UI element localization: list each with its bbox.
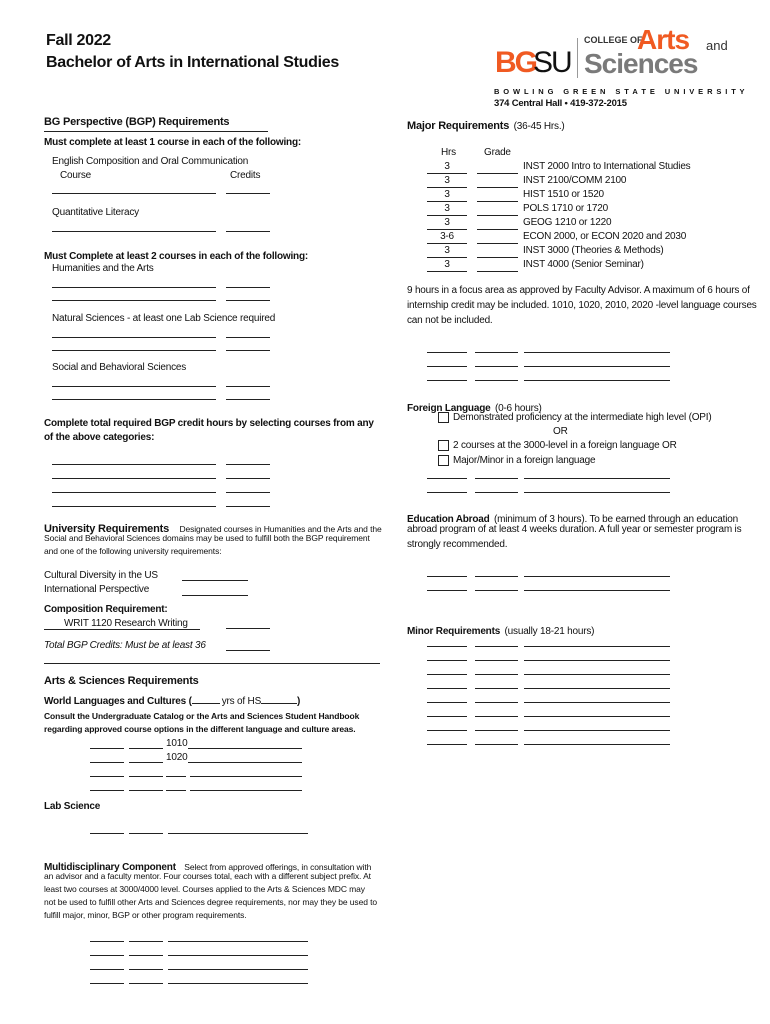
focus-blank[interactable] xyxy=(475,380,518,381)
focus-blank[interactable] xyxy=(427,366,467,367)
lab-blank[interactable] xyxy=(129,833,163,834)
wl-blank[interactable] xyxy=(188,748,302,749)
consult-1: Consult the Undergraduate Catalog or the Arts and Sciences Student Handbook xyxy=(44,711,360,721)
mdc-blank[interactable] xyxy=(168,941,308,942)
major-grade-blank[interactable] xyxy=(477,173,518,174)
wl-hs-blank[interactable] xyxy=(261,703,297,704)
mdc-5: fulfill major, minor, BGP or other program requirements. xyxy=(44,910,247,920)
university-name: B O W L I N G G R E E N S T A T E U N I V E R S I T Y xyxy=(494,87,746,96)
credit-blank[interactable] xyxy=(226,386,270,387)
minor-blank[interactable] xyxy=(475,660,518,661)
mdc-blank[interactable] xyxy=(168,969,308,970)
wl-years-blank[interactable] xyxy=(192,703,220,704)
mdc-blank[interactable] xyxy=(90,955,124,956)
major-row-course: GEOG 1210 or 1220 xyxy=(523,217,612,228)
wl-blank[interactable] xyxy=(166,776,186,777)
major-grade-blank[interactable] xyxy=(477,201,518,202)
course-blank[interactable] xyxy=(52,300,216,301)
mdc-blank[interactable] xyxy=(90,941,124,942)
term-title: Fall 2022 xyxy=(46,32,111,49)
minor-blank[interactable] xyxy=(427,716,467,717)
major-grade-blank[interactable] xyxy=(477,229,518,230)
minor-blank[interactable] xyxy=(427,660,467,661)
major-row-hrs: 3 xyxy=(444,161,450,172)
minor-blank[interactable] xyxy=(524,660,670,661)
fl-blank[interactable] xyxy=(524,478,670,479)
fl-3000-checkbox[interactable] xyxy=(438,440,449,451)
wl-close: ) xyxy=(297,696,301,707)
bgp-must1: Must complete at least 1 course in each of the following: xyxy=(44,137,301,148)
wl-heading: World Languages and Cultures ( xyxy=(44,696,192,707)
wl-1010: 1010 xyxy=(166,738,188,749)
ea-blank[interactable] xyxy=(427,590,467,591)
as-heading: Arts & Sciences Requirements xyxy=(44,675,199,687)
credit-blank[interactable] xyxy=(226,231,270,232)
major-row-hrs: 3 xyxy=(444,259,450,270)
fl-blank[interactable] xyxy=(524,492,670,493)
cultural-blank[interactable] xyxy=(182,580,248,581)
mdc-blank[interactable] xyxy=(129,969,163,970)
minor-blank[interactable] xyxy=(427,744,467,745)
credit-blank[interactable] xyxy=(226,478,270,479)
section-divider xyxy=(44,663,380,664)
ea-2: abroad program of at least 4 weeks duration. A full year or semester program is xyxy=(407,524,742,535)
minor-blank[interactable] xyxy=(475,646,518,647)
mdc-blank[interactable] xyxy=(168,955,308,956)
mdc-blank[interactable] xyxy=(90,969,124,970)
minor-heading: Minor Requirements xyxy=(407,626,501,637)
minor-heading-line xyxy=(407,621,594,639)
course-blank[interactable] xyxy=(52,399,216,400)
fl-blank[interactable] xyxy=(475,492,518,493)
focus-blank[interactable] xyxy=(475,352,518,353)
minor-blank[interactable] xyxy=(427,688,467,689)
bgp-humanities-label: Humanities and the Arts xyxy=(52,263,154,274)
course-blank[interactable] xyxy=(52,350,216,351)
univ-desc-2: Social and Behavioral Sciences domains may be used to fulfill both the BGP requirement xyxy=(44,533,370,543)
major-hours: (36-45 Hrs.) xyxy=(513,121,565,132)
lab-heading: Lab Science xyxy=(44,801,101,812)
mdc-heading: Multidisciplinary Component xyxy=(44,862,176,873)
fl-heading: Foreign Language xyxy=(407,403,491,414)
bgp-credits-label: Credits xyxy=(230,170,261,181)
course-blank[interactable] xyxy=(52,231,216,232)
bgp-english-label: English Composition and Oral Communication xyxy=(52,156,249,167)
minor-blank[interactable] xyxy=(475,702,518,703)
major-heading-line xyxy=(407,116,565,134)
major-row-hrs: 3 xyxy=(444,217,450,228)
minor-blank[interactable] xyxy=(524,688,670,689)
major-grade-blank[interactable] xyxy=(477,243,518,244)
mdc-blank[interactable] xyxy=(129,983,163,984)
minor-blank[interactable] xyxy=(475,688,518,689)
wl-blank[interactable] xyxy=(166,790,186,791)
credit-blank[interactable] xyxy=(226,287,270,288)
bgp-course-label: Course xyxy=(60,170,92,181)
credit-blank[interactable] xyxy=(226,399,270,400)
mdc-blank[interactable] xyxy=(129,955,163,956)
major-row-course: POLS 1710 or 1720 xyxy=(523,203,608,214)
address: 374 Central Hall • 419-372-2015 xyxy=(494,98,627,109)
fl-blank[interactable] xyxy=(427,478,467,479)
mdc-1: Select from approved offerings, in consultation with xyxy=(184,862,372,872)
wl-1020: 1020 xyxy=(166,752,188,763)
minor-hours: (usually 18-21 hours) xyxy=(504,626,595,637)
univ-desc-1: Designated courses in Humanities and the Arts and the xyxy=(179,524,382,534)
univ-desc-3: and one of the following university requirements: xyxy=(44,546,222,556)
logo-college-of: COLLEGE OF xyxy=(584,35,643,45)
bgp-social-label: Social and Behavioral Sciences xyxy=(52,362,187,373)
major-row-course: HIST 1510 or 1520 xyxy=(523,189,604,200)
course-blank[interactable] xyxy=(52,464,216,465)
major-hrs-blank[interactable] xyxy=(427,271,467,272)
fl-opt2: 2 courses at the 3000-level in a foreign language OR xyxy=(453,440,677,451)
minor-blank[interactable] xyxy=(427,702,467,703)
focus-blank[interactable] xyxy=(524,352,670,353)
intl-blank[interactable] xyxy=(182,595,248,596)
univ-heading: University Requirements xyxy=(44,523,169,535)
major-grade-blank[interactable] xyxy=(477,257,518,258)
wl-blank[interactable] xyxy=(129,790,163,791)
wl-blank[interactable] xyxy=(129,748,163,749)
wl-blank[interactable] xyxy=(188,762,302,763)
minor-blank[interactable] xyxy=(475,744,518,745)
minor-blank[interactable] xyxy=(427,674,467,675)
bgp-must2: Must Complete at least 2 courses in each of the following: xyxy=(44,251,309,262)
credit-blank[interactable] xyxy=(226,492,270,493)
ea-blank[interactable] xyxy=(475,590,518,591)
major-hrs-blank[interactable] xyxy=(427,229,467,230)
logo-bg: BG xyxy=(495,46,536,79)
logo-su: SU xyxy=(533,46,571,79)
wl-blank[interactable] xyxy=(190,790,302,791)
consult-2: regarding approved course options in the different language and culture areas. xyxy=(44,724,356,734)
minor-blank[interactable] xyxy=(524,702,670,703)
logo-arts: Arts xyxy=(637,24,690,55)
major-hrs-blank[interactable] xyxy=(427,187,467,188)
fl-major-checkbox[interactable] xyxy=(438,455,449,466)
bgp-total-blank[interactable] xyxy=(226,650,270,651)
bgp-total-label: Total BGP Credits: Must be at least 36 xyxy=(44,640,206,651)
col-hrs: Hrs xyxy=(441,147,456,158)
ea-heading: Education Abroad xyxy=(407,514,490,525)
wl-yrs-label: yrs of HS xyxy=(221,696,262,707)
lab-blank[interactable] xyxy=(168,833,308,834)
minor-blank[interactable] xyxy=(427,646,467,647)
logo-divider xyxy=(577,38,578,78)
major-grade-blank[interactable] xyxy=(477,187,518,188)
course-blank[interactable] xyxy=(52,193,216,194)
focus-blank[interactable] xyxy=(427,352,467,353)
ea-blank[interactable] xyxy=(475,576,518,577)
credit-blank[interactable] xyxy=(226,193,270,194)
course-blank[interactable] xyxy=(52,386,216,387)
major-row-hrs: 3 xyxy=(444,189,450,200)
program-title: Bachelor of Arts in International Studies xyxy=(46,54,339,71)
fl-opt1: Demonstrated proficiency at the intermediate high level (OPI) xyxy=(453,412,712,423)
course-blank[interactable] xyxy=(52,478,216,479)
major-row-hrs: 3 xyxy=(444,203,450,214)
focus-blank[interactable] xyxy=(475,366,518,367)
focus-1: 9 hours in a focus area as approved by Faculty Advisor. A maximum of 6 hours of xyxy=(407,285,750,296)
major-hrs-blank[interactable] xyxy=(427,257,467,258)
major-grade-blank[interactable] xyxy=(477,271,518,272)
focus-blank[interactable] xyxy=(524,380,670,381)
mdc-4: not be used to fulfill other Arts and Sciences degree requirements, nor may they be used to xyxy=(44,897,377,907)
minor-blank[interactable] xyxy=(524,716,670,717)
cultural-label: Cultural Diversity in the US xyxy=(44,570,158,581)
bgp-heading: BG Perspective (BGP) Requirements xyxy=(44,116,230,128)
credit-blank[interactable] xyxy=(226,350,270,351)
major-row-course: INST 2000 Intro to International Studies xyxy=(523,161,691,172)
bgp-underline xyxy=(44,131,268,132)
logo-sciences: Sciences xyxy=(584,48,698,79)
bgp-total-text: Complete total required BGP credit hours by selecting courses from any xyxy=(44,418,374,429)
wl-blank[interactable] xyxy=(129,762,163,763)
comp-heading: Composition Requirement: xyxy=(44,604,168,615)
ea-blank[interactable] xyxy=(427,576,467,577)
minor-blank[interactable] xyxy=(427,730,467,731)
fl-opt3: Major/Minor in a foreign language xyxy=(453,455,596,466)
wl-blank[interactable] xyxy=(190,776,302,777)
mdc-3: least two courses at 3000/4000 level. Courses applied to the Arts & Sciences MDC may xyxy=(44,884,365,894)
writ-underline xyxy=(44,629,200,630)
major-hrs-blank[interactable] xyxy=(427,215,467,216)
credit-blank[interactable] xyxy=(226,464,270,465)
minor-blank[interactable] xyxy=(524,646,670,647)
bgsu-logo xyxy=(495,24,735,108)
course-blank[interactable] xyxy=(52,287,216,288)
focus-blank[interactable] xyxy=(427,380,467,381)
writ-label: WRIT 1120 Research Writing xyxy=(64,618,188,629)
major-row-course: INST 3000 (Theories & Methods) xyxy=(523,245,664,256)
wl-blank[interactable] xyxy=(90,776,124,777)
mdc-2: an advisor and a faculty mentor. Four courses total, each with a different subject prefix. At xyxy=(44,871,371,881)
logo-and: and xyxy=(706,38,728,53)
major-heading: Major Requirements xyxy=(407,120,510,132)
writ-credit-blank[interactable] xyxy=(226,628,270,629)
fl-blank[interactable] xyxy=(427,492,467,493)
credit-blank[interactable] xyxy=(226,337,270,338)
fl-or: OR xyxy=(553,426,568,437)
minor-blank[interactable] xyxy=(475,730,518,731)
intl-label: International Perspective xyxy=(44,584,150,595)
mdc-blank[interactable] xyxy=(168,983,308,984)
major-row-hrs: 3-6 xyxy=(440,231,454,242)
major-row-course: ECON 2000, or ECON 2020 and 2030 xyxy=(523,231,687,242)
focus-blank[interactable] xyxy=(524,366,670,367)
minor-blank[interactable] xyxy=(524,744,670,745)
course-blank[interactable] xyxy=(52,337,216,338)
wl-blank[interactable] xyxy=(129,776,163,777)
wl-blank[interactable] xyxy=(90,748,124,749)
minor-blank[interactable] xyxy=(524,674,670,675)
mdc-blank[interactable] xyxy=(129,941,163,942)
major-hrs-blank[interactable] xyxy=(427,173,467,174)
focus-2: internship credit may be included. 1010, 1020, 2010, 2020 -level language courses xyxy=(407,300,757,311)
ea-blank[interactable] xyxy=(524,590,670,591)
minor-blank[interactable] xyxy=(475,674,518,675)
ea-3: strongly recommended. xyxy=(407,539,508,550)
minor-blank[interactable] xyxy=(524,730,670,731)
mdc-blank[interactable] xyxy=(90,983,124,984)
wl-blank[interactable] xyxy=(90,762,124,763)
ea-1: (minimum of 3 hours). To be earned through an education xyxy=(494,514,738,525)
major-row-hrs: 3 xyxy=(444,245,450,256)
major-row-course: INST 4000 (Senior Seminar) xyxy=(523,259,644,270)
wl-blank[interactable] xyxy=(90,790,124,791)
lab-blank[interactable] xyxy=(90,833,124,834)
col-grade: Grade xyxy=(484,147,511,158)
major-row-hrs: 3 xyxy=(444,175,450,186)
major-hrs-blank[interactable] xyxy=(427,243,467,244)
fl-hours: (0-6 hours) xyxy=(494,403,542,414)
ea-blank[interactable] xyxy=(524,576,670,577)
fl-blank[interactable] xyxy=(475,478,518,479)
major-row-course: INST 2100/COMM 2100 xyxy=(523,175,627,186)
credit-blank[interactable] xyxy=(226,300,270,301)
wl-line xyxy=(44,696,300,707)
major-grade-blank[interactable] xyxy=(477,215,518,216)
focus-3: can not be included. xyxy=(407,315,493,326)
fl-opi-checkbox[interactable] xyxy=(438,412,449,423)
course-blank[interactable] xyxy=(52,492,216,493)
course-blank[interactable] xyxy=(52,506,216,507)
bgp-natural-label: Natural Sciences - at least one Lab Science required xyxy=(52,313,276,324)
minor-blank[interactable] xyxy=(475,716,518,717)
bgp-total-text-2: of the above categories: xyxy=(44,432,155,443)
credit-blank[interactable] xyxy=(226,506,270,507)
bgp-quant-label: Quantitative Literacy xyxy=(52,207,139,218)
major-hrs-blank[interactable] xyxy=(427,201,467,202)
